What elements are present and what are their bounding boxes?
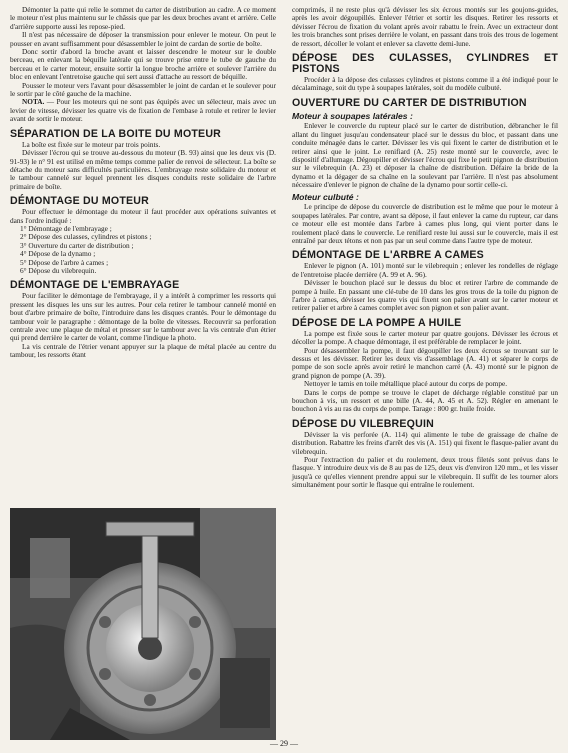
nota-text: — Pour les moteurs qui ne sont pas équipés avec un sélecteur, mais avec un levier de vitesse, dévisser les quatre vis de fixation de l'embase à rotule et retirer le levier avant de sortir le moteur.	[10, 97, 276, 124]
subsection-title: Moteur à soupapes latérales :	[292, 110, 413, 121]
page-number: — 29 —	[270, 739, 298, 748]
paragraph: Dans le corps de pompe se trouve le clapet de décharge réglable constitué par un bouchon à vis, un ressort et une bille (A. 44, A. 45 et A. 52). Régler en amenant le bouchon à vis au ras du corps de pompe. Tarage : 800 gr. huile froide.	[292, 387, 558, 414]
paragraph: Donc sortir d'abord la broche avant et laisser descendre le moteur sur le double berceau, en enlevant la béquille latérale qui se trouve prise entre le tube de gauche du berceau et le carter moteur, ensuite sortir la longue broche arrière et soulever l'arrière du bloc en enlevant l'entretoise gauche qui sert aussi d'attache au ressort de béquille.	[10, 47, 276, 82]
paragraph: Enlever le couvercle du rupteur placé sur le carter de distribution, débrancher le fil allant du linguet jusqu'au condensateur placé sur le dessus du bloc, et passant dans une conduite ménagée dans le carter. Dévisser les vis qui fixent le carter de distribution et le retirer ainsi que le joint. Le renifiard (A. 25) reste monté sur le couvercle, avec le dispositif d'allumage. Dégoupiller et dévisser l'écrou qui fixe le petit pignon de distribution sur le vilebrequin (A. 23) et déposer la chaîne de distribution. Défaire la bride de la dynamo et la dégager de sa chaîne en la soulevant par l'arrière. Il n'est pas absolument nécessaire d'enlever le pignon de chaîne de la dynamo pour sortir celle-ci.	[292, 121, 558, 190]
nota-label: NOTA.	[22, 97, 45, 107]
paragraph: La pompe est fixée sous le carter moteur par quatre goujons. Dévisser les écrous et décoller la pompe. A chaque démontage, il est préférable de remplacer le joint.	[292, 328, 558, 347]
list-item: 3° Ouverture du carter de distribution ;	[20, 240, 134, 250]
paragraph: Dévisser la vis perforée (A. 114) qui alimente le tube de graissage de chaîne de distribution. Rabattre les freins d'arrêt des vis (A. 151) qui fixent le flasque-palier avant du vilebrequin.	[292, 429, 558, 456]
list-item: 5° Dépose de l'arbre à cames ;	[20, 257, 109, 267]
paragraph: Il n'est pas nécessaire de déposer la transmission pour enlever le moteur. On peut le pousser en avant suffisamment pour désassembler le joint de cardan de sortie de boîte.	[10, 30, 276, 48]
paragraph: Dévisser le bouchon placé sur le dessus du bloc et retirer l'arbre de commande de pompe à huile. En passant une clé-tube de 10 dans les gros trous de la toile du pignon de l'arbre à cames, dévisser les quatre vis qui fixent son palier avant sur le carter moteur et retirer palier et arbre à cames complet avec son pignon et son palier avant.	[292, 278, 558, 313]
section-title: DÉMONTAGE DU MOTEUR	[10, 195, 149, 208]
paragraph: Pour faciliter le démontage de l'embrayage, il y a intérêt à comprimer les ressorts qui pressent les disques les uns sur les autres. Pour cela retirer le tambour cannelé monté en bout d'arbre primaire de boîte, l'introduire dans les disques crantés. Pour le démontage du tambour voir le paragraphe : démontage de la boîte de vitesses. Recouvrir sa perforation centrale avec une plaque de métal et presser sur le tambour avec la vis centrale d'un étrier qui prend derrière le carter de volant, comme l'indique la photo.	[10, 291, 276, 343]
paragraph: Démonter la patte qui relie le sommet du carter de distribution au cadre. A ce moment le moteur n'est plus maintenu sur le châssis que par les deux broches avant et arrière. Celle d'arrière supporte aussi les repose-pied.	[10, 5, 276, 31]
paragraph: Procéder à la dépose des culasses cylindres et pistons comme il a été indiqué pour le décalaminage, soit du type à soupapes latérales, soit du modèle culbuté.	[292, 75, 558, 93]
manual-page	[10, 6, 560, 736]
left-column	[10, 6, 276, 360]
paragraph: Pour l'extraction du palier et du roulement, deux trous filetés sont prévus dans le flasque. Y introduire deux vis de 8 au pas de 125, deux vis d'environ 120 mm., et les visser jusqu'à ce qu'elles viennent prendre appui sur le vilebrequin. Il suffit de les tourner alors simultanément pour sortir le flasque qui entraîne le roulement.	[292, 455, 558, 490]
section-title: DÉMONTAGE DE L'ARBRE A CAMES	[292, 249, 484, 262]
list-item: 4° Dépose de la dynamo ;	[20, 249, 96, 259]
engine-clutch-photo	[10, 508, 276, 740]
section-title: DÉPOSE DE LA POMPE A HUILE	[292, 316, 462, 329]
list-item: 1° Démontage de l'embrayage ;	[20, 223, 112, 233]
paragraph: Pour effectuer le démontage du moteur il faut procéder aux opérations suivantes et dans l'ordre indiqué :	[10, 207, 276, 225]
section-title: OUVERTURE DU CARTER DE DISTRIBUTION	[292, 96, 527, 109]
section-title: DÉMONTAGE DE L'EMBRAYAGE	[10, 279, 180, 292]
paragraph: Pour désassembler la pompe, il faut dégoupiller les deux écrous se trouvant sur le dessus et les dévisser. Retirer les deux vis d'assemblage (A. 41) et séparer le corps de pompe de son socle après avoir retiré le manchon carré (A. 43) monté sur le pignon de grand pignon de pompe (A. 39).	[292, 345, 558, 380]
paragraph: Dévisser l'écrou qui se trouve au-dessous du moteur (B. 93) ainsi que les deux vis (D. 91-93) le n° 91 est utilisé en même temps comme palier de renvoi de sélecteur. La boîte se détache du moteur sans difficultés particulières. L'embrayage reste solidaire du moteur et le tambour cannelé sur lequel prennent les disques conduits reste solidaire de l'arbre primaire de boîte.	[10, 148, 276, 191]
subsection-title: Moteur culbuté :	[292, 191, 359, 202]
section-title: DÉPOSE DU VILEBREQUIN	[292, 417, 434, 430]
right-column	[292, 6, 558, 490]
section-title: SÉPARATION DE LA BOITE DU MOTEUR	[10, 127, 222, 140]
paragraph: Pousser le moteur vers l'avant pour désassembler le joint de cardan et le soulever pour le sortir par le côté gauche de la machine.	[10, 80, 276, 99]
paragraph: Le principe de dépose du couvercle de distribution est le même que pour le moteur à soupapes latérales. Par contre, avant sa dépose, il faut enlever la came du rupteur, car dans ce moteur elle est montée dans l'arbre à cames plus long, qui vient porter dans le roulement placé dans le couvercle. Le renifiard reste lui aussi sur le couvercle, mais il est entraîné par deux tétons et non pas par un seul comme dans l'autre type de moteur.	[292, 202, 558, 245]
nota-paragraph	[10, 98, 276, 123]
list-item: 6° Dépose du vilebrequin.	[20, 265, 97, 275]
paragraph: La boîte est fixée sur le moteur par trois points.	[22, 139, 161, 149]
paragraph: La vis centrale de l'étrier venant appuyer sur la plaque de métal placée au centre du tambour, les ressorts étant	[10, 341, 276, 360]
engine-photo-illustration	[10, 508, 276, 740]
list-item: 2° Dépose des culasses, cylindres et pistons ;	[20, 232, 152, 242]
paragraph: Nettoyer le tamis en toile métallique placé autour du corps de pompe.	[304, 379, 508, 389]
paragraph: Enlever le pignon (A. 101) monté sur le vilebrequin ; enlever les rondelles de réglage de l'entretoise placée derrière (A. 99 et A. 96).	[292, 261, 558, 279]
section-title: DÉPOSE DES CULASSES, CYLINDRES ET PISTONS	[292, 52, 558, 76]
paragraph: comprimés, il ne reste plus qu'à dévisser les six écrous montés sur les goujons-guides, après les avoir dégoupillés. Enlever l'étrier et sortir les disques. Retirer les ressorts et dévisser l'écrou de fixation du volant après avoir rabattu le frein. Avec un extracteur dont les trois branches sont prises derrière le volant, en passant dans trois des trous de logement de ressort, décoller le volant et enlever sa clavette demi-lune.	[292, 5, 558, 48]
